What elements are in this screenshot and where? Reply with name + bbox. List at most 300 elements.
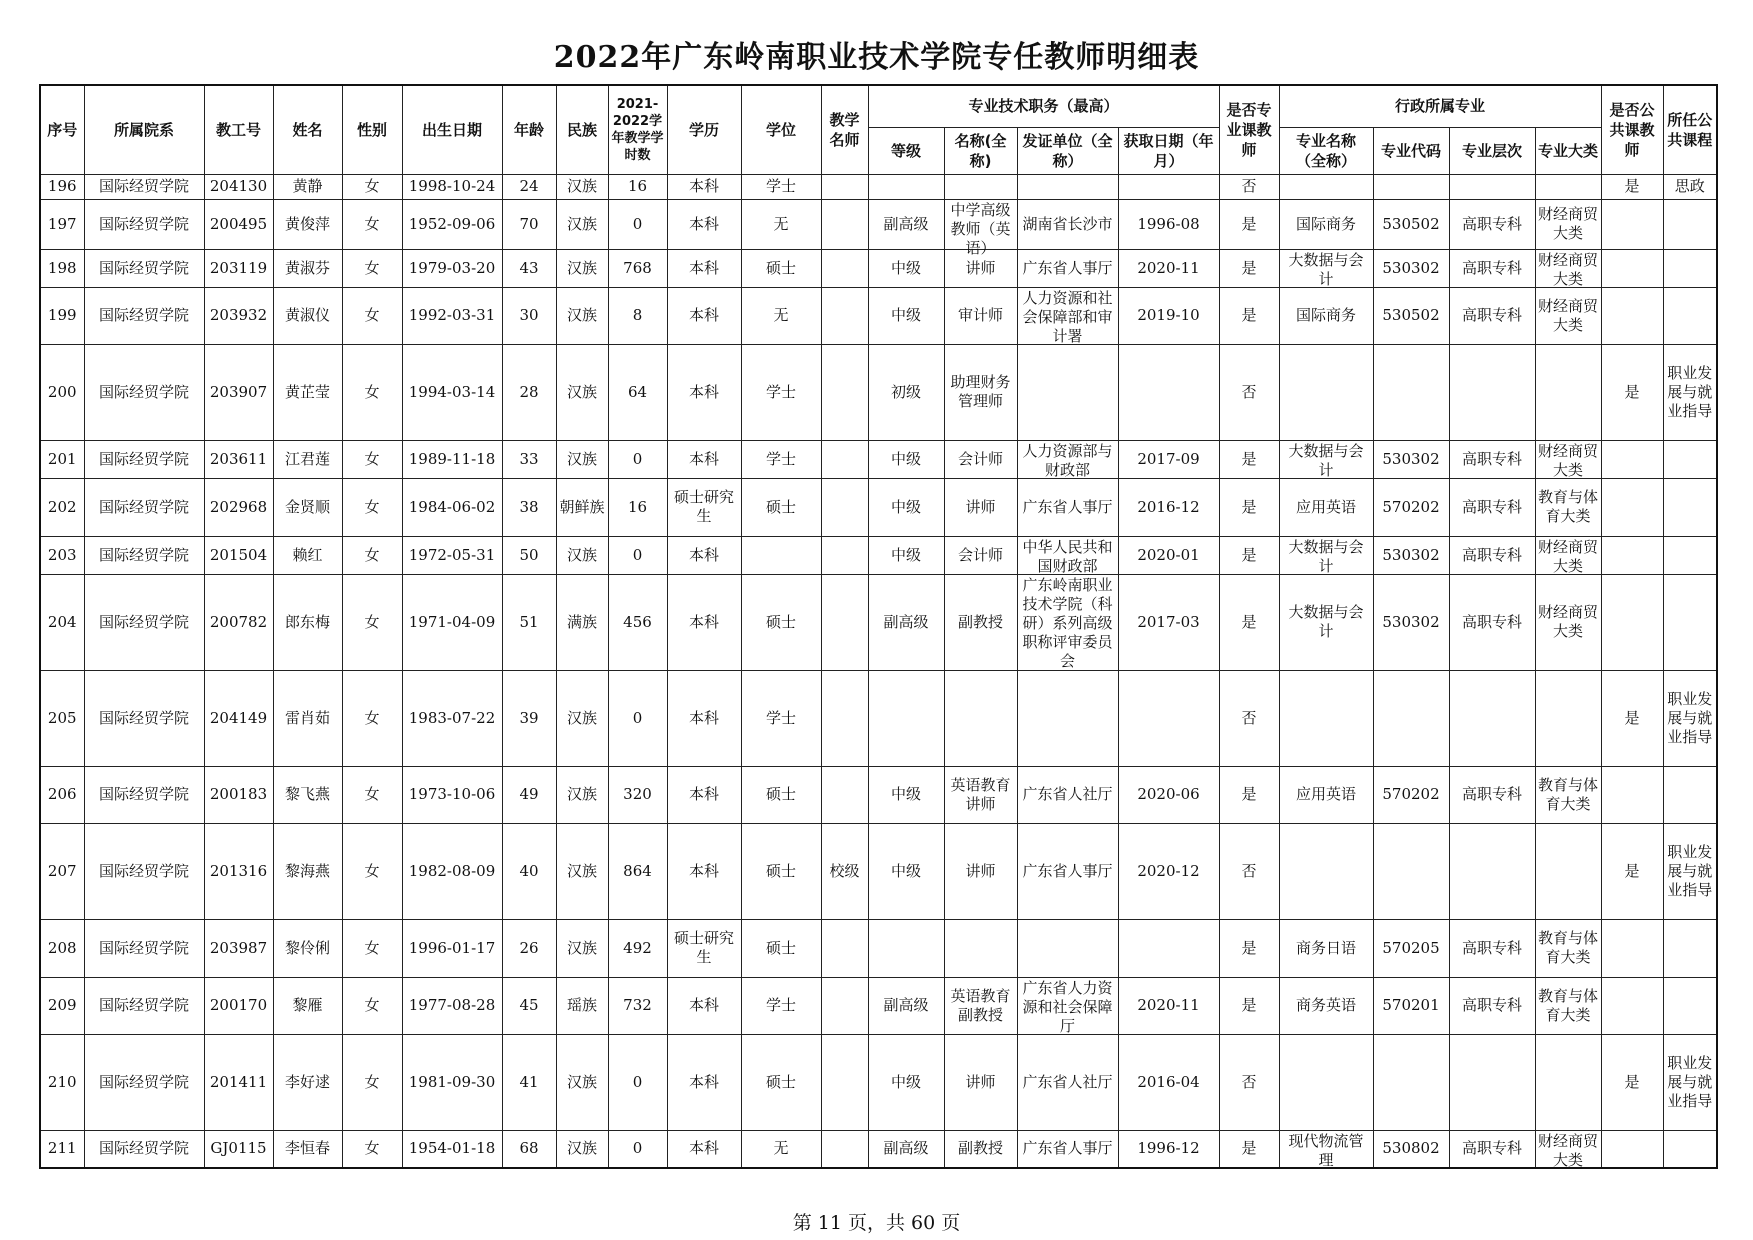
cell-birth [402,478,502,536]
cell-birth-text: 1992-03-31 [408,306,496,324]
cell-staff-id-text: 202968 [209,497,268,516]
cell-seq [40,1034,84,1130]
cell-title-level [868,1034,944,1130]
cell-birth-text: 1998-10-24 [408,177,496,195]
cell-ethnic [556,977,608,1034]
cell-birth-text: 1952-09-06 [408,214,496,233]
cell-is-major-text: 是 [1241,785,1257,803]
cell-title-name-text: 讲师 [965,861,996,880]
cell-major-cat [1535,478,1601,536]
cell-seq [40,823,84,919]
cell-gender [342,670,402,766]
cell-name [273,344,342,440]
cell-title-date [1118,670,1219,766]
table-row [40,919,1717,977]
cell-major-level-text: 高职专科 [1462,306,1523,324]
cell-title-issuer-text: 广东省人事厅 [1022,861,1113,880]
cell-is-public [1601,919,1663,977]
cell-title-issuer [1017,287,1118,344]
cell-major-level [1449,1130,1535,1168]
cell-title-name-text: 讲师 [965,258,996,277]
cell-major-name [1279,670,1373,766]
cell-title-level-text: 副高级 [883,612,929,631]
cell-hours-text: 732 [623,996,652,1014]
cell-education [667,199,741,249]
cell-public-course [1663,574,1717,670]
cell-seq-text: 208 [47,938,77,957]
cell-title-level-text: 副高级 [883,1139,929,1158]
cell-name-text: 李好逑 [284,1072,330,1091]
table-row [40,287,1717,344]
cell-hours-text: 8 [632,306,643,324]
cell-birth-text: 1981-09-30 [408,1072,496,1091]
cell-seq [40,670,84,766]
cell-seq [40,919,84,977]
cell-ethnic-text: 汉族 [566,938,597,957]
cell-seq [40,536,84,574]
cell-education [667,478,741,536]
cell-gender [342,1034,402,1130]
cell-major-level [1449,287,1535,344]
cell-major-cat [1535,174,1601,199]
cell-title-level [868,249,944,287]
cell-seq-text: 209 [47,996,77,1014]
cell-major-level-text: 高职专科 [1462,1139,1523,1158]
cell-degree [741,344,821,440]
cell-education [667,174,741,199]
cell-name [273,440,342,478]
cell-age-text: 24 [519,177,539,195]
cell-famous [821,536,868,574]
cell-major-cat [1535,1130,1601,1168]
cell-title-name [944,199,1017,257]
cell-public-course [1663,1034,1717,1130]
cell-title-name [944,823,1017,919]
header-degree: 学位 [741,85,821,174]
cell-age [502,670,556,766]
cell-major-name [1279,199,1373,249]
cell-ethnic [556,478,608,536]
cell-major-code [1373,823,1449,919]
cell-title-level-text: 副高级 [883,996,929,1014]
cell-title-level [868,977,944,1034]
cell-hours-text: 16 [627,497,648,516]
cell-title-date [1118,574,1219,670]
cell-title-date-text: 2019-10 [1137,306,1200,324]
cell-title-name-text: 讲师 [965,1072,996,1091]
cell-ethnic [556,174,608,199]
cell-staff-id [204,174,273,199]
cell-title-date-text: 2020-11 [1137,258,1200,277]
cell-title-level [868,344,944,440]
cell-title-name-text: 副教授 [957,612,1003,631]
cell-major-code-text: 570202 [1382,497,1440,516]
cell-education [667,1034,741,1130]
cell-name-text: 郎东梅 [284,612,330,631]
header-college: 所属院系 [84,85,204,174]
cell-ethnic-text: 满族 [566,612,597,631]
cell-major-name-text: 应用英语 [1296,785,1357,803]
cell-hours-text: 320 [623,785,652,803]
cell-public-course [1663,823,1717,919]
cell-major-level-text: 高职专科 [1462,449,1523,468]
cell-public-course [1663,344,1717,440]
cell-college [84,977,204,1034]
cell-ethnic [556,440,608,478]
cell-ethnic [556,536,608,574]
cell-title-level [868,670,944,766]
cell-title-level [868,478,944,536]
cell-staff-id-text: 204149 [209,708,268,727]
cell-degree-text: 无 [773,214,789,233]
cell-degree [741,823,821,919]
cell-major-code-text: 570205 [1382,938,1440,957]
cell-birth-text: 1983-07-22 [408,708,496,727]
cell-college [84,344,204,440]
cell-hours-text: 16 [627,177,648,195]
cell-famous [821,174,868,199]
cell-ethnic-text: 朝鲜族 [559,497,605,516]
cell-college [84,287,204,344]
cell-major-code [1373,199,1449,249]
cell-gender-text: 女 [364,258,380,277]
cell-staff-id [204,919,273,977]
cell-staff-id-text: 203907 [209,382,268,401]
cell-age [502,766,556,823]
cell-title-level [868,536,944,574]
cell-degree [741,670,821,766]
cell-education [667,344,741,440]
cell-is-public [1601,823,1663,919]
cell-seq [40,287,84,344]
cell-major-name [1279,823,1373,919]
cell-gender-text: 女 [364,214,380,233]
cell-major-cat-text: 财经商贸大类 [1538,538,1599,575]
cell-is-major-text: 是 [1241,545,1257,564]
cell-ethnic-text: 汉族 [566,306,597,324]
cell-college-text: 国际经贸学院 [98,258,189,277]
cell-education [667,1130,741,1168]
cell-education-text: 本科 [688,545,719,564]
cell-major-code-text: 530302 [1382,612,1440,631]
cell-degree-text: 硕士 [765,1072,796,1091]
cell-degree-text: 学士 [765,996,796,1014]
cell-name [273,670,342,766]
cell-staff-id [204,249,273,287]
cell-is-major [1219,536,1279,574]
cell-major-cat [1535,287,1601,344]
cell-gender-text: 女 [364,1139,380,1158]
cell-age [502,536,556,574]
cell-name-text: 黄俊萍 [284,214,330,233]
cell-college [84,1130,204,1168]
cell-gender [342,199,402,249]
header-admin-group: 行政所属专业 [1279,85,1601,127]
cell-famous [821,1130,868,1168]
cell-major-name [1279,249,1373,287]
cell-hours [608,670,667,766]
cell-is-public [1601,478,1663,536]
cell-major-name-text: 大数据与会计 [1288,442,1364,479]
cell-degree [741,199,821,249]
header-ethnic: 民族 [556,85,608,174]
cell-title-name [944,670,1017,766]
cell-major-cat-text: 财经商贸大类 [1538,1131,1599,1169]
table-row [40,249,1717,287]
cell-title-issuer [1017,823,1118,919]
cell-seq-text: 210 [47,1072,77,1091]
cell-name-text: 黄芷莹 [284,382,330,401]
cell-public-course [1663,670,1717,766]
cell-education-text: 本科 [688,1139,719,1158]
cell-hours [608,344,667,440]
table-row [40,823,1717,919]
cell-gender-text: 女 [364,938,380,957]
header-major-cat: 专业大类 [1535,127,1601,174]
cell-birth [402,766,502,823]
cell-title-issuer [1017,977,1118,1034]
cell-degree [741,174,821,199]
cell-title-date [1118,977,1219,1034]
cell-seq [40,478,84,536]
cell-seq [40,1130,84,1168]
cell-major-cat [1535,766,1601,823]
cell-is-public [1601,1034,1663,1130]
cell-name-text: 黄静 [292,177,323,195]
cell-famous [821,287,868,344]
header-title-issuer: 发证单位（全称） [1017,127,1118,174]
cell-college-text: 国际经贸学院 [98,785,189,803]
cell-major-cat [1535,199,1601,249]
cell-is-major [1219,977,1279,1034]
cell-staff-id-text: 203932 [209,306,268,324]
cell-staff-id-text: 200170 [209,996,268,1014]
cell-title-date-text: 1996-08 [1137,214,1200,233]
header-famous: 教学名师 [821,85,868,174]
cell-is-public-text: 是 [1624,861,1640,880]
cell-staff-id [204,478,273,536]
cell-title-issuer [1017,670,1118,766]
cell-staff-id [204,199,273,249]
cell-age-text: 70 [519,214,539,233]
cell-gender [342,1130,402,1168]
cell-ethnic [556,1034,608,1130]
cell-major-code [1373,478,1449,536]
cell-seq [40,249,84,287]
cell-hours-text: 0 [632,1139,643,1158]
cell-title-date-text: 2020-06 [1137,785,1200,803]
cell-public-course [1663,199,1717,249]
cell-staff-id [204,670,273,766]
cell-is-major-text: 否 [1241,382,1257,401]
cell-staff-id [204,766,273,823]
cell-is-public-text: 是 [1624,708,1640,727]
cell-title-date [1118,919,1219,977]
cell-degree [741,1130,821,1168]
cell-public-course [1663,977,1717,1034]
cell-age [502,478,556,536]
cell-age-text: 50 [519,545,539,564]
cell-major-level [1449,977,1535,1034]
cell-is-major [1219,919,1279,977]
cell-gender-text: 女 [364,306,380,324]
cell-famous-text: 校级 [829,861,860,880]
cell-college-text: 国际经贸学院 [98,1139,189,1158]
cell-major-code-text: 530302 [1382,545,1440,564]
cell-title-level-text: 副高级 [883,214,929,233]
cell-is-major [1219,440,1279,478]
cell-title-level [868,1130,944,1168]
cell-education-text: 本科 [688,449,719,468]
cell-public-course [1663,1130,1717,1168]
cell-famous [821,1034,868,1130]
cell-seq-text: 196 [47,177,77,195]
cell-age [502,919,556,977]
cell-is-major [1219,766,1279,823]
cell-major-cat [1535,670,1601,766]
header-age: 年龄 [502,85,556,174]
cell-age-text: 30 [519,306,539,324]
cell-famous [821,344,868,440]
cell-gender-text: 女 [364,1072,380,1091]
cell-title-issuer [1017,199,1118,249]
cell-is-public [1601,199,1663,249]
cell-birth [402,823,502,919]
cell-title-date [1118,440,1219,478]
cell-hours-text: 492 [623,938,652,957]
cell-gender-text: 女 [364,861,380,880]
cell-title-name [944,174,1017,199]
cell-age [502,1034,556,1130]
cell-major-name [1279,766,1373,823]
cell-is-public [1601,574,1663,670]
cell-is-public-text: 是 [1624,177,1640,195]
cell-degree [741,977,821,1034]
cell-major-code [1373,1034,1449,1130]
cell-major-cat-text: 财经商贸大类 [1538,603,1599,640]
cell-title-issuer-text: 广东省人社厅 [1022,1072,1113,1091]
cell-degree-text: 学士 [765,177,796,195]
cell-title-date [1118,823,1219,919]
cell-staff-id [204,574,273,670]
cell-age-text: 28 [519,382,539,401]
cell-age [502,287,556,344]
cell-major-name [1279,1034,1373,1130]
cell-major-name [1279,440,1373,478]
cell-is-major [1219,287,1279,344]
cell-major-cat-text: 财经商贸大类 [1538,251,1599,288]
cell-staff-id [204,287,273,344]
cell-birth [402,199,502,249]
cell-is-public [1601,440,1663,478]
cell-college-text: 国际经贸学院 [98,497,189,516]
cell-college-text: 国际经贸学院 [98,708,189,727]
cell-is-major-text: 是 [1241,449,1257,468]
cell-college-text: 国际经贸学院 [98,449,189,468]
cell-public-course [1663,249,1717,287]
cell-is-major-text: 是 [1241,938,1257,957]
cell-hours [608,174,667,199]
cell-title-name-text: 中学高级教师（英语） [950,201,1011,257]
cell-title-name [944,478,1017,536]
cell-name [273,1034,342,1130]
cell-seq-text: 206 [47,785,77,803]
cell-staff-id [204,1130,273,1168]
cell-title-level [868,174,944,199]
cell-birth-text: 1994-03-14 [408,382,496,401]
cell-college-text: 国际经贸学院 [98,938,189,957]
cell-age-text: 33 [519,449,539,468]
cell-name [273,478,342,536]
cell-title-date [1118,766,1219,823]
cell-staff-id-text: GJ0115 [210,1139,267,1158]
cell-seq [40,574,84,670]
cell-major-level [1449,766,1535,823]
header-education: 学历 [667,85,741,174]
cell-major-code-text: 530502 [1382,214,1440,233]
header-major-name: 专业名称（全称） [1279,127,1373,174]
cell-major-cat-text: 财经商贸大类 [1538,296,1599,334]
cell-title-issuer [1017,1034,1118,1130]
cell-education [667,766,741,823]
table-row [40,1034,1717,1130]
cell-degree [741,478,821,536]
cell-is-public-text: 是 [1624,382,1640,401]
cell-title-issuer [1017,440,1118,478]
cell-title-date [1118,478,1219,536]
cell-title-date [1118,287,1219,344]
header-birth: 出生日期 [402,85,502,174]
cell-age [502,249,556,287]
table-row [40,174,1717,199]
cell-age [502,199,556,249]
cell-staff-id-text: 203987 [209,938,268,957]
cell-major-cat-text: 财经商贸大类 [1538,442,1599,479]
cell-major-level [1449,670,1535,766]
cell-title-name-text: 助理财务管理师 [950,373,1011,410]
cell-major-cat [1535,1034,1601,1130]
cell-college-text: 国际经贸学院 [98,545,189,564]
header-seq: 序号 [40,85,84,174]
cell-college-text: 国际经贸学院 [98,996,189,1014]
cell-is-public [1601,249,1663,287]
cell-title-level-text: 中级 [890,497,921,516]
cell-famous [821,440,868,478]
cell-title-issuer [1017,344,1118,440]
cell-college [84,536,204,574]
cell-college [84,199,204,249]
cell-title-date-text: 2020-01 [1137,545,1200,564]
cell-title-date-text: 2017-09 [1137,449,1200,468]
cell-famous [821,766,868,823]
cell-public-course-text: 思政 [1674,177,1705,195]
cell-is-major-text: 否 [1241,177,1257,195]
cell-college [84,574,204,670]
cell-ethnic [556,823,608,919]
cell-title-level-text: 中级 [890,449,921,468]
cell-ethnic-text: 汉族 [566,214,597,233]
cell-college [84,919,204,977]
cell-title-date [1118,174,1219,199]
cell-ethnic [556,766,608,823]
cell-title-date [1118,249,1219,287]
cell-public-course [1663,440,1717,478]
cell-education-text: 本科 [688,1072,719,1091]
cell-title-issuer [1017,766,1118,823]
cell-title-name-text: 副教授 [957,1139,1003,1158]
cell-is-major [1219,823,1279,919]
teacher-table [39,84,1718,1169]
